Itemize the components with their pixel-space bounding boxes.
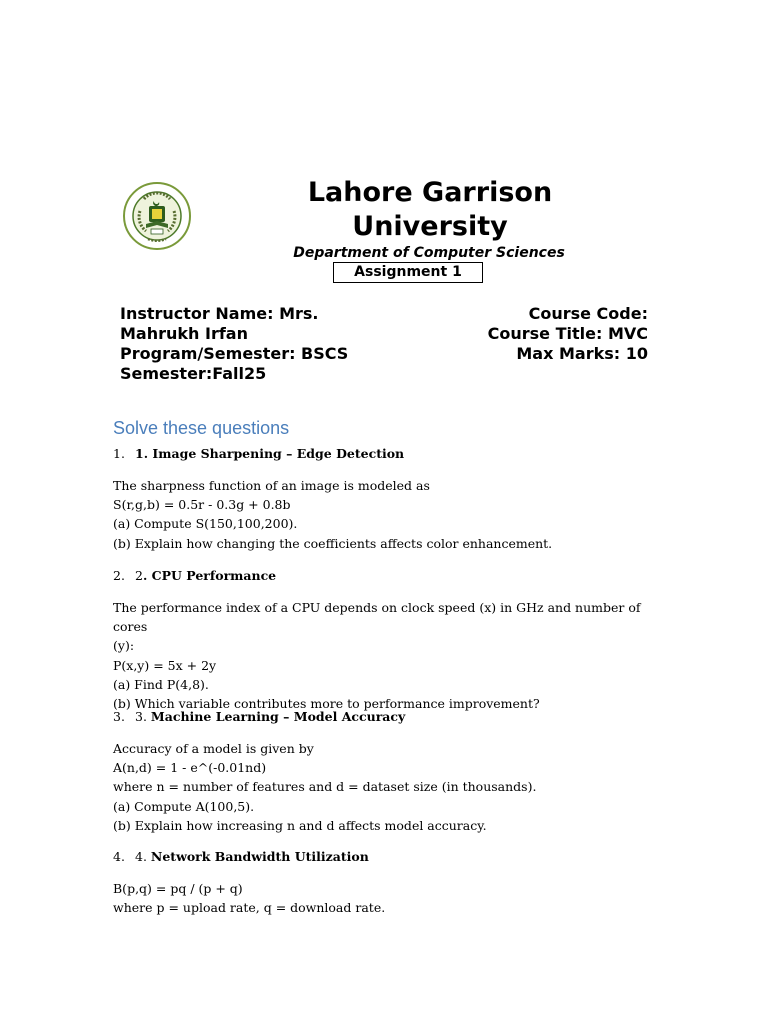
question-4-list-number: 4. [113,849,125,864]
question-4-title [113,849,369,865]
question-2-line: (b) Which variable contributes more to performance improvement? [113,696,540,712]
question-1-line: (a) Compute S(150,100,200). [113,516,298,532]
question-1-heading: Image Sharpening – Edge Detection [152,446,405,461]
section-heading: Solve these questions [113,418,290,438]
course-title: Course Title: MVC [487,324,648,343]
question-1-line: S(r,g,b) = 0.5r - 0.3g + 0.8b [113,497,291,513]
question-2-title [113,568,276,584]
question-3-line: (b) Explain how increasing n and d affects model accuracy. [113,817,487,833]
instructor-name-label: Instructor Name: Mrs. [120,304,319,323]
question-2-body [113,598,653,713]
department-name: Department of Computer Sciences [293,245,565,261]
question-1-line: (b) Explain how changing the coefficients affects color enhancement. [113,535,553,551]
question-4-line: B(p,q) = pq / (p + q) [113,881,243,896]
question-3-line: where n = number of features and d = dataset size (in thousands). [113,779,537,795]
question-3-line: A(n,d) = 1 - e^(-0.01nd) [113,760,267,776]
question-3-body [113,739,653,835]
question-2-line: P(x,y) = 5x + 2y [113,657,217,673]
course-code: Course Code: [528,304,648,323]
question-4-prefix: 4. [135,849,147,864]
question-3-line: Accuracy of a model is given by [113,741,314,756]
university-title [260,176,600,244]
question-1-body [113,476,653,553]
question-3-prefix: 3. [135,709,147,724]
question-3-title [113,709,405,725]
question-2-line: (a) Find P(4,8). [113,676,209,692]
question-1-prefix: 1. [135,446,149,461]
question-1-list-number: 1. [113,446,125,461]
question-4-body [113,879,653,917]
question-2-line: The performance index of a CPU depends on clock speed (x) in GHz and number of cores [113,600,641,635]
question-2-line: (y): [113,638,135,654]
question-3-line: (a) Compute A(100,5). [113,798,255,814]
max-marks: Max Marks: 10 [516,344,648,363]
question-1-title [113,446,404,462]
question-3-list-number: 3. [113,709,125,724]
info-right-block [408,304,648,364]
info-left-block [120,304,390,384]
university-title-line1: Lahore Garrison [307,177,553,208]
program-semester: Program/Semester: BSCS [120,344,349,363]
question-4-line: where p = upload rate, q = download rate. [113,900,386,916]
semester-term: Semester:Fall25 [120,364,267,383]
question-3-heading: Machine Learning – Model Accuracy [150,709,406,724]
question-2-list-number: 2. [113,568,125,583]
question-2-heading: . CPU Performance [142,568,277,583]
question-2-prefix: 2 [135,568,143,583]
question-1-line: The sharpness function of an image is modeled as [113,478,430,493]
question-4-heading: Network Bandwidth Utilization [150,849,369,864]
university-title-line2: University [352,211,508,242]
assignment-label: Assignment 1 [333,262,483,283]
instructor-name-value: Mahrukh Irfan [120,324,248,343]
university-logo [122,181,192,251]
